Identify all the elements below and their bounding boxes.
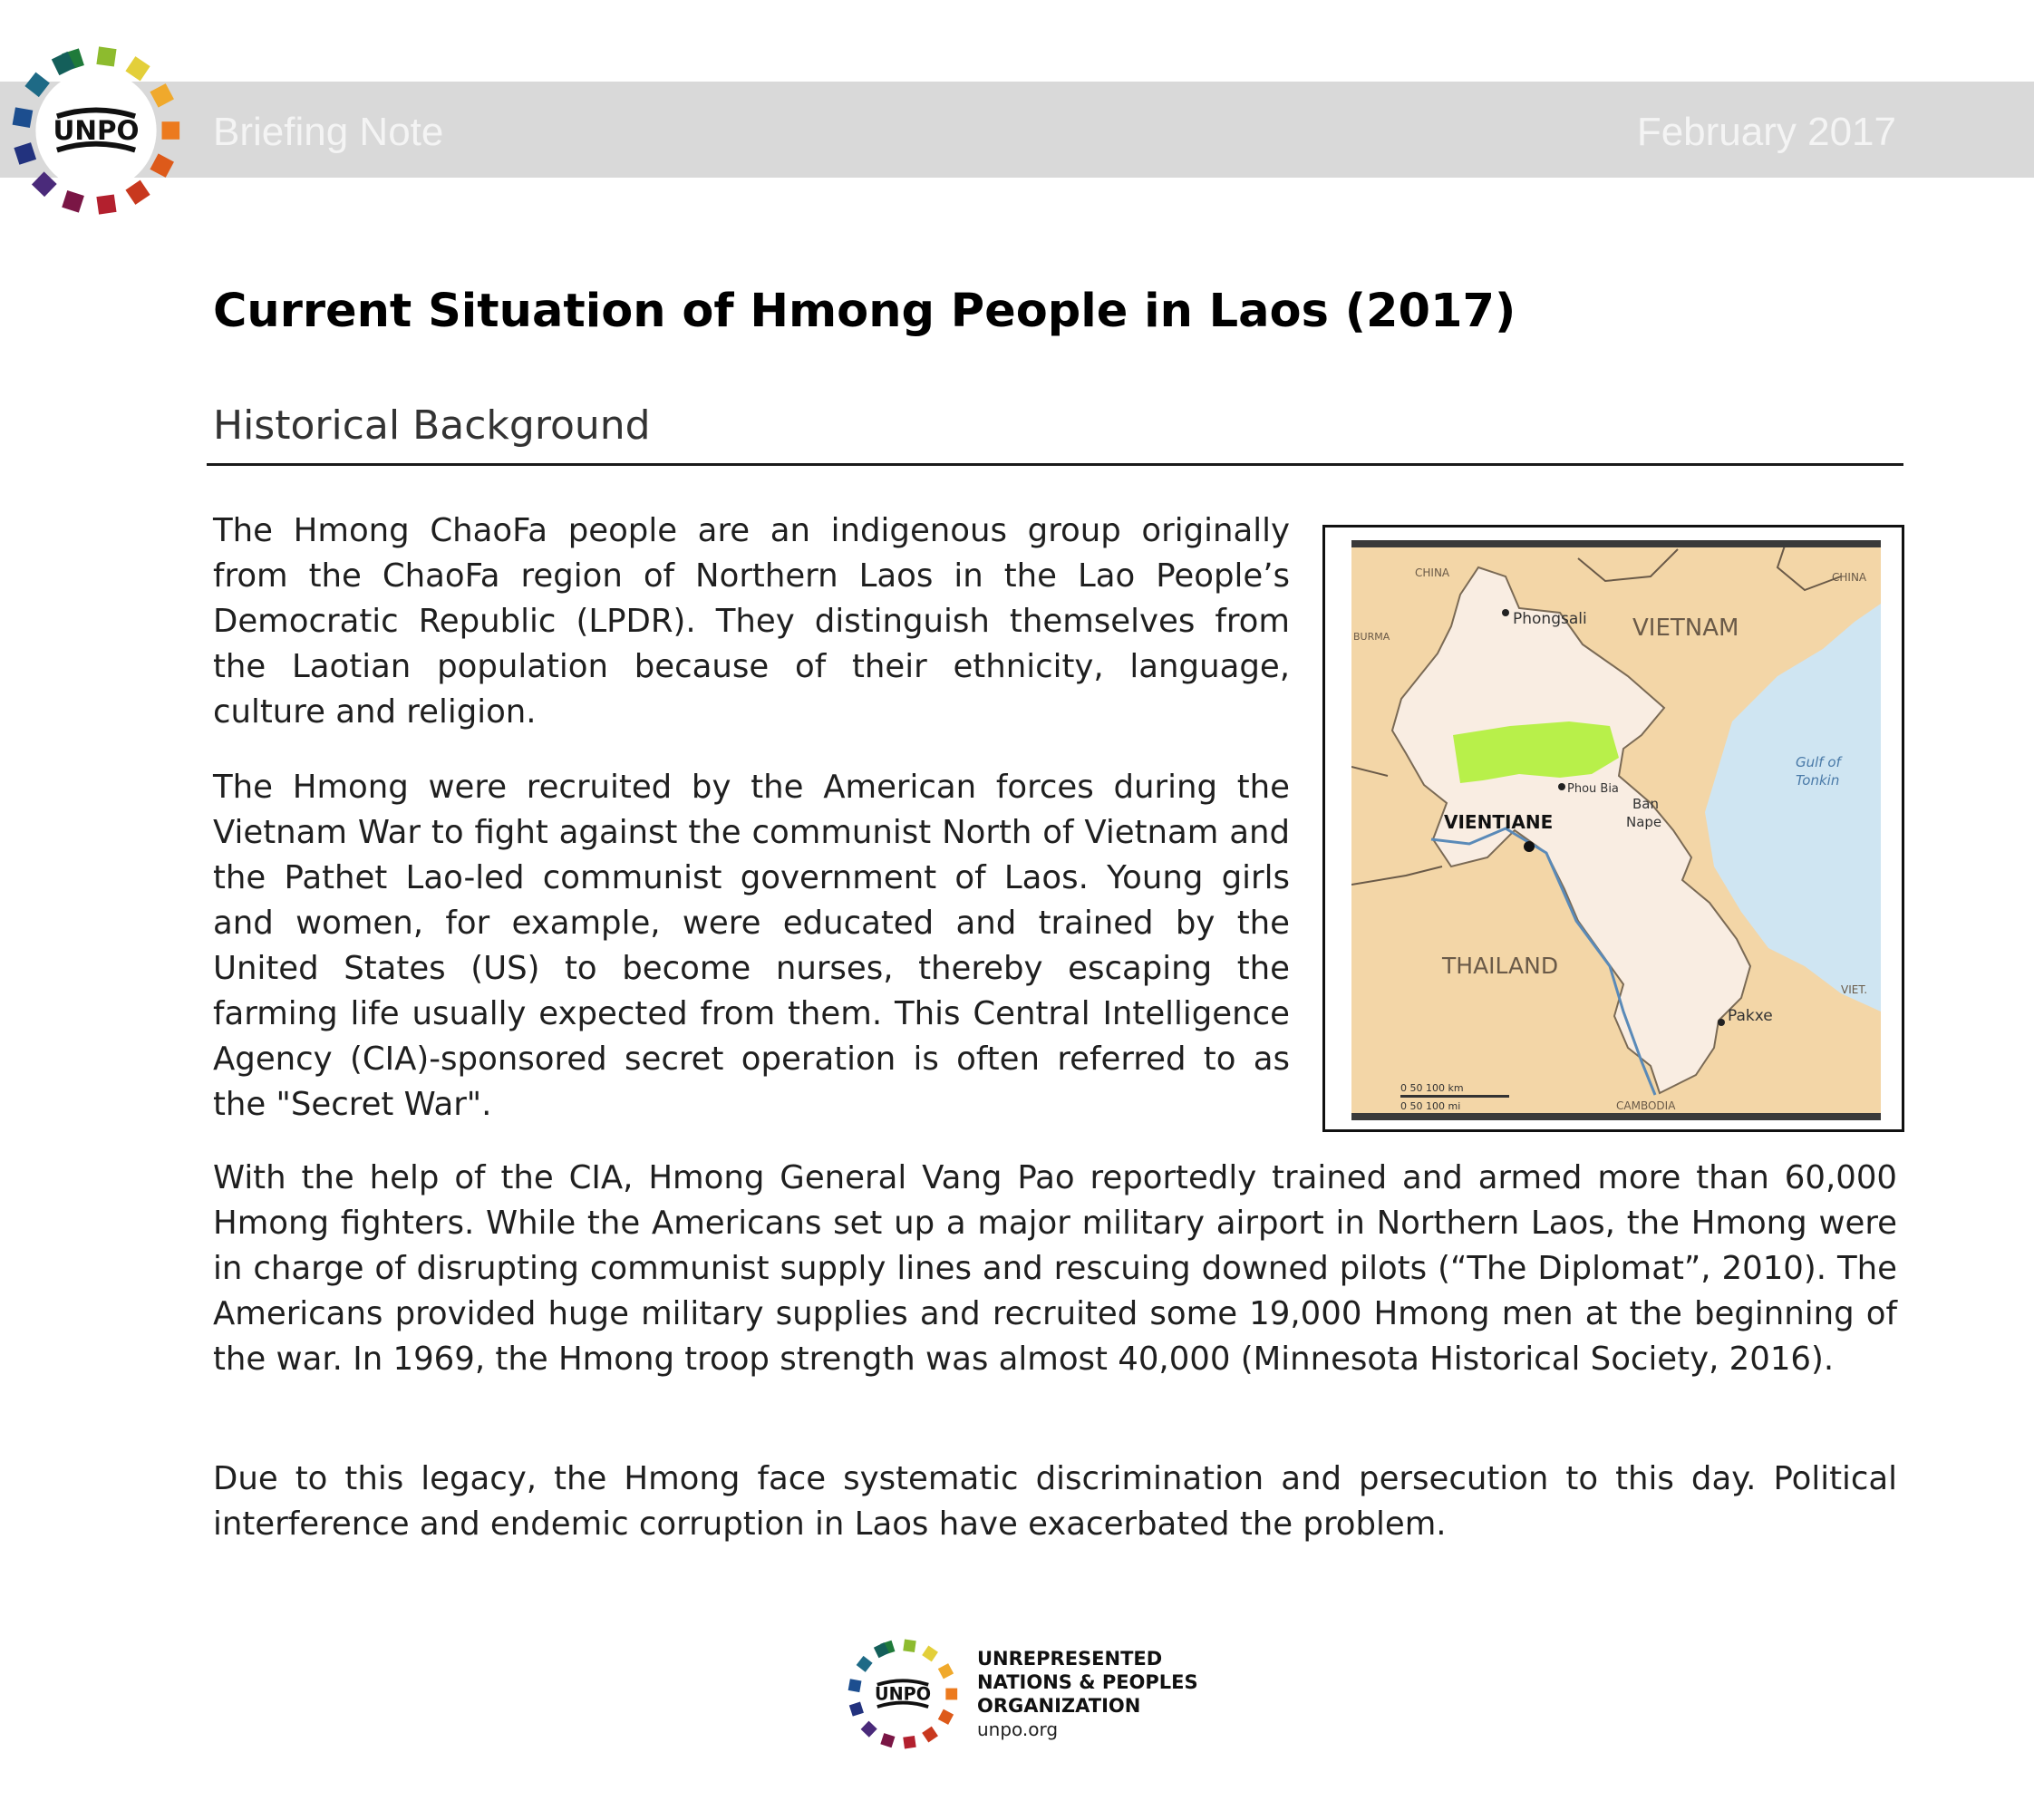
logo-text: UNPO bbox=[53, 114, 140, 146]
label-gulf: Gulf of bbox=[1796, 754, 1841, 770]
label-viet: VIET. bbox=[1841, 983, 1868, 996]
label-tonkin: Tonkin bbox=[1796, 772, 1840, 789]
section-heading: Historical Background bbox=[213, 402, 651, 449]
footer-line-2: NATIONS & PEOPLES bbox=[977, 1671, 1198, 1693]
scale-bar bbox=[1400, 1095, 1509, 1098]
map-top-edge bbox=[1351, 540, 1881, 547]
footer-logo-text: UNPO bbox=[874, 1683, 932, 1705]
paragraph-4: Due to this legacy, the Hmong face systematic discrimination and persecution to this day. Political interference and endemic corruption in Laos have exacerbated the problem. bbox=[213, 1460, 1897, 1543]
label-china-2: CHINA bbox=[1832, 571, 1867, 584]
page-title: Current Situation of Hmong People in Laos (2017) bbox=[213, 285, 1516, 338]
scale-mi: 0 50 100 mi bbox=[1400, 1100, 1461, 1112]
label-ban: Ban bbox=[1632, 796, 1659, 812]
briefing-note-label: Briefing Note bbox=[213, 110, 444, 154]
footer-unpo-logo bbox=[845, 1636, 961, 1752]
label-china: CHINA bbox=[1415, 566, 1450, 579]
footer-url[interactable]: unpo.org bbox=[977, 1718, 1059, 1740]
label-cambodia: CAMBODIA bbox=[1616, 1099, 1676, 1112]
label-burma: BURMA bbox=[1353, 631, 1390, 643]
paragraph-3: With the help of the CIA, Hmong General Vang Pao reportedly trained and armed more than 60,000 Hmong fighters. While the Americans set up a major military airport in Northern Laos, the Hmong were in charge of disrupting communist supply lines and rescuing downed pilots (“The Diplomat”, 2010). The Americans provided huge military supplies and recruited some 19,000 Hmong men at the beginning of the war. In 1969, the Hmong troop strength was almost 40,000 (Minnesota Historical Society, 2016). bbox=[213, 1159, 1897, 1378]
section-divider bbox=[207, 463, 1903, 466]
paragraph-2: The Hmong were recruited by the American forces during the Vietnam War to fight against the communist North of Vietnam and the Pathet Lao-led communist government of Laos. Young girls and women, for example, were educated and trained by the United States (US) to become nurses, thereby escaping the farming life usually expected from them. This Central Intelligence Agency (CIA)-sponsored secret operation is often referred to as the "Secret War". bbox=[213, 769, 1290, 1123]
phongsali-marker bbox=[1502, 609, 1509, 616]
footer-line-3: ORGANIZATION bbox=[977, 1695, 1141, 1717]
label-vientiane: VIENTIANE bbox=[1444, 811, 1554, 833]
phou-bia-marker bbox=[1558, 783, 1565, 790]
footer-org-block bbox=[977, 1647, 1198, 1741]
label-phou-bia: Phou Bia bbox=[1567, 782, 1619, 796]
vientiane-marker bbox=[1524, 841, 1535, 852]
footer-line-1: UNREPRESENTED bbox=[977, 1648, 1163, 1670]
laos-map bbox=[1351, 540, 1881, 1120]
scale-km: 0 50 100 km bbox=[1400, 1082, 1464, 1094]
date-label: February 2017 bbox=[1636, 110, 1896, 154]
label-thailand: THAILAND bbox=[1442, 953, 1559, 979]
pakxe-marker bbox=[1718, 1019, 1725, 1026]
unpo-logo bbox=[7, 42, 185, 219]
label-vietnam: VIETNAM bbox=[1632, 615, 1739, 642]
map-bottom-edge bbox=[1351, 1113, 1881, 1120]
paragraph-1: The Hmong ChaoFa people are an indigenous group originally from the ChaoFa region of Northern Laos in the Lao People’s Democratic Republic (LPDR). They distinguish themselves from the Laotian population because of their ethnicity, language, culture and religion. bbox=[213, 512, 1290, 731]
label-pakxe: Pakxe bbox=[1728, 1007, 1773, 1025]
label-nape: Nape bbox=[1626, 814, 1662, 830]
map-figure bbox=[1322, 525, 1904, 1132]
label-phongsali: Phongsali bbox=[1513, 610, 1587, 628]
